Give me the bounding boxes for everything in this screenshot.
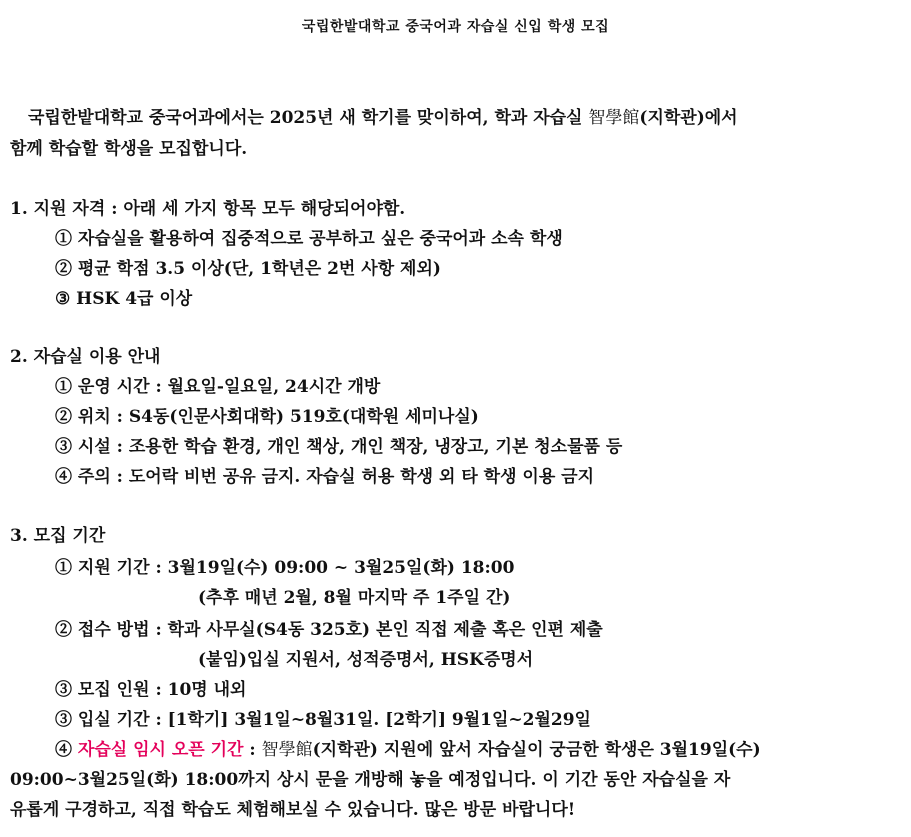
open-period-highlight: 자습실 임시 오픈 기간: [77, 740, 244, 760]
intro-text-after: (지학관)에서: [639, 108, 738, 128]
section3-item-5-line-3: 유롭게 구경하고, 직접 학습도 체험해보실 수 있습니다. 많은 방문 바랍니다!: [10, 800, 576, 820]
section2-heading: 2. 자습실 이용 안내: [10, 347, 161, 367]
section3-item-3: ③ 모집 인원 : 10명 내외: [55, 680, 247, 700]
section2-item-4: ④ 주의 : 도어락 비번 공유 금지. 자습실 허용 학생 외 타 학생 이용 금지: [55, 467, 595, 487]
section3-item-4: ③ 입실 기간 : [1학기] 3월1일~8월31일. [2학기] 9월1일~2월29일: [55, 710, 591, 730]
section3-item-5: [55, 738, 761, 762]
section2-item-3: ③ 시설 : 조용한 학습 환경, 개인 책상, 개인 책장, 냉장고, 기본 청소물품 등: [55, 437, 623, 457]
intro-text-before: 국립한밭대학교 중국어과에서는 2025년 새 학기를 맞이하여, 학과 자습실: [28, 108, 589, 128]
item-5-colon: :: [243, 740, 262, 760]
item-5-hanja: 智學館: [261, 740, 313, 760]
section2-item-1: ① 운영 시간 : 월요일-일요일, 24시간 개방: [55, 377, 381, 397]
section1-item-1: ① 자습실을 활용하여 집중적으로 공부하고 싶은 중국어과 소속 학생: [55, 229, 563, 249]
section1-item-2: ② 평균 학점 3.5 이상(단, 1학년은 2번 사항 제외): [55, 259, 441, 279]
section3-item-2-note: (붙임)입실 지원서, 성적증명서, HSK증명서: [198, 650, 534, 670]
section3-item-1: ① 지원 기간 : 3월19일(수) 09:00 ~ 3월25일(화) 18:00: [55, 558, 515, 578]
section1-item-3: ③ HSK 4급 이상: [55, 289, 193, 309]
item-5-text: (지학관) 지원에 앞서 자습실이 궁금한 학생은 3월19일(수): [312, 740, 761, 760]
intro-line-2: 함께 학습할 학생을 모집합니다.: [10, 139, 248, 159]
section3-item-2: ② 접수 방법 : 학과 사무실(S4동 325호) 본인 직접 제출 혹은 인편 제출: [55, 620, 603, 640]
section3-item-1-note: (추후 매년 2월, 8월 마지막 주 1주일 간): [198, 588, 511, 608]
intro-line-1: [28, 106, 738, 130]
page-title: 국립한밭대학교 중국어과 자습실 신입 학생 모집: [301, 19, 610, 35]
section2-item-2: ② 위치 : S4동(인문사회대학) 519호(대학원 세미나실): [55, 407, 479, 427]
intro-hanja: 智學館: [588, 108, 640, 128]
section3-heading: 3. 모집 기간: [10, 526, 106, 546]
item-5-number: ④: [55, 740, 78, 760]
section3-item-5-line-2: 09:00~3월25일(화) 18:00까지 상시 문을 개방해 놓을 예정입니다. 이 기간 동안 자습실을 자: [10, 770, 731, 790]
section1-heading: 1. 지원 자격 : 아래 세 가지 항목 모두 해당되어야함.: [10, 199, 406, 219]
